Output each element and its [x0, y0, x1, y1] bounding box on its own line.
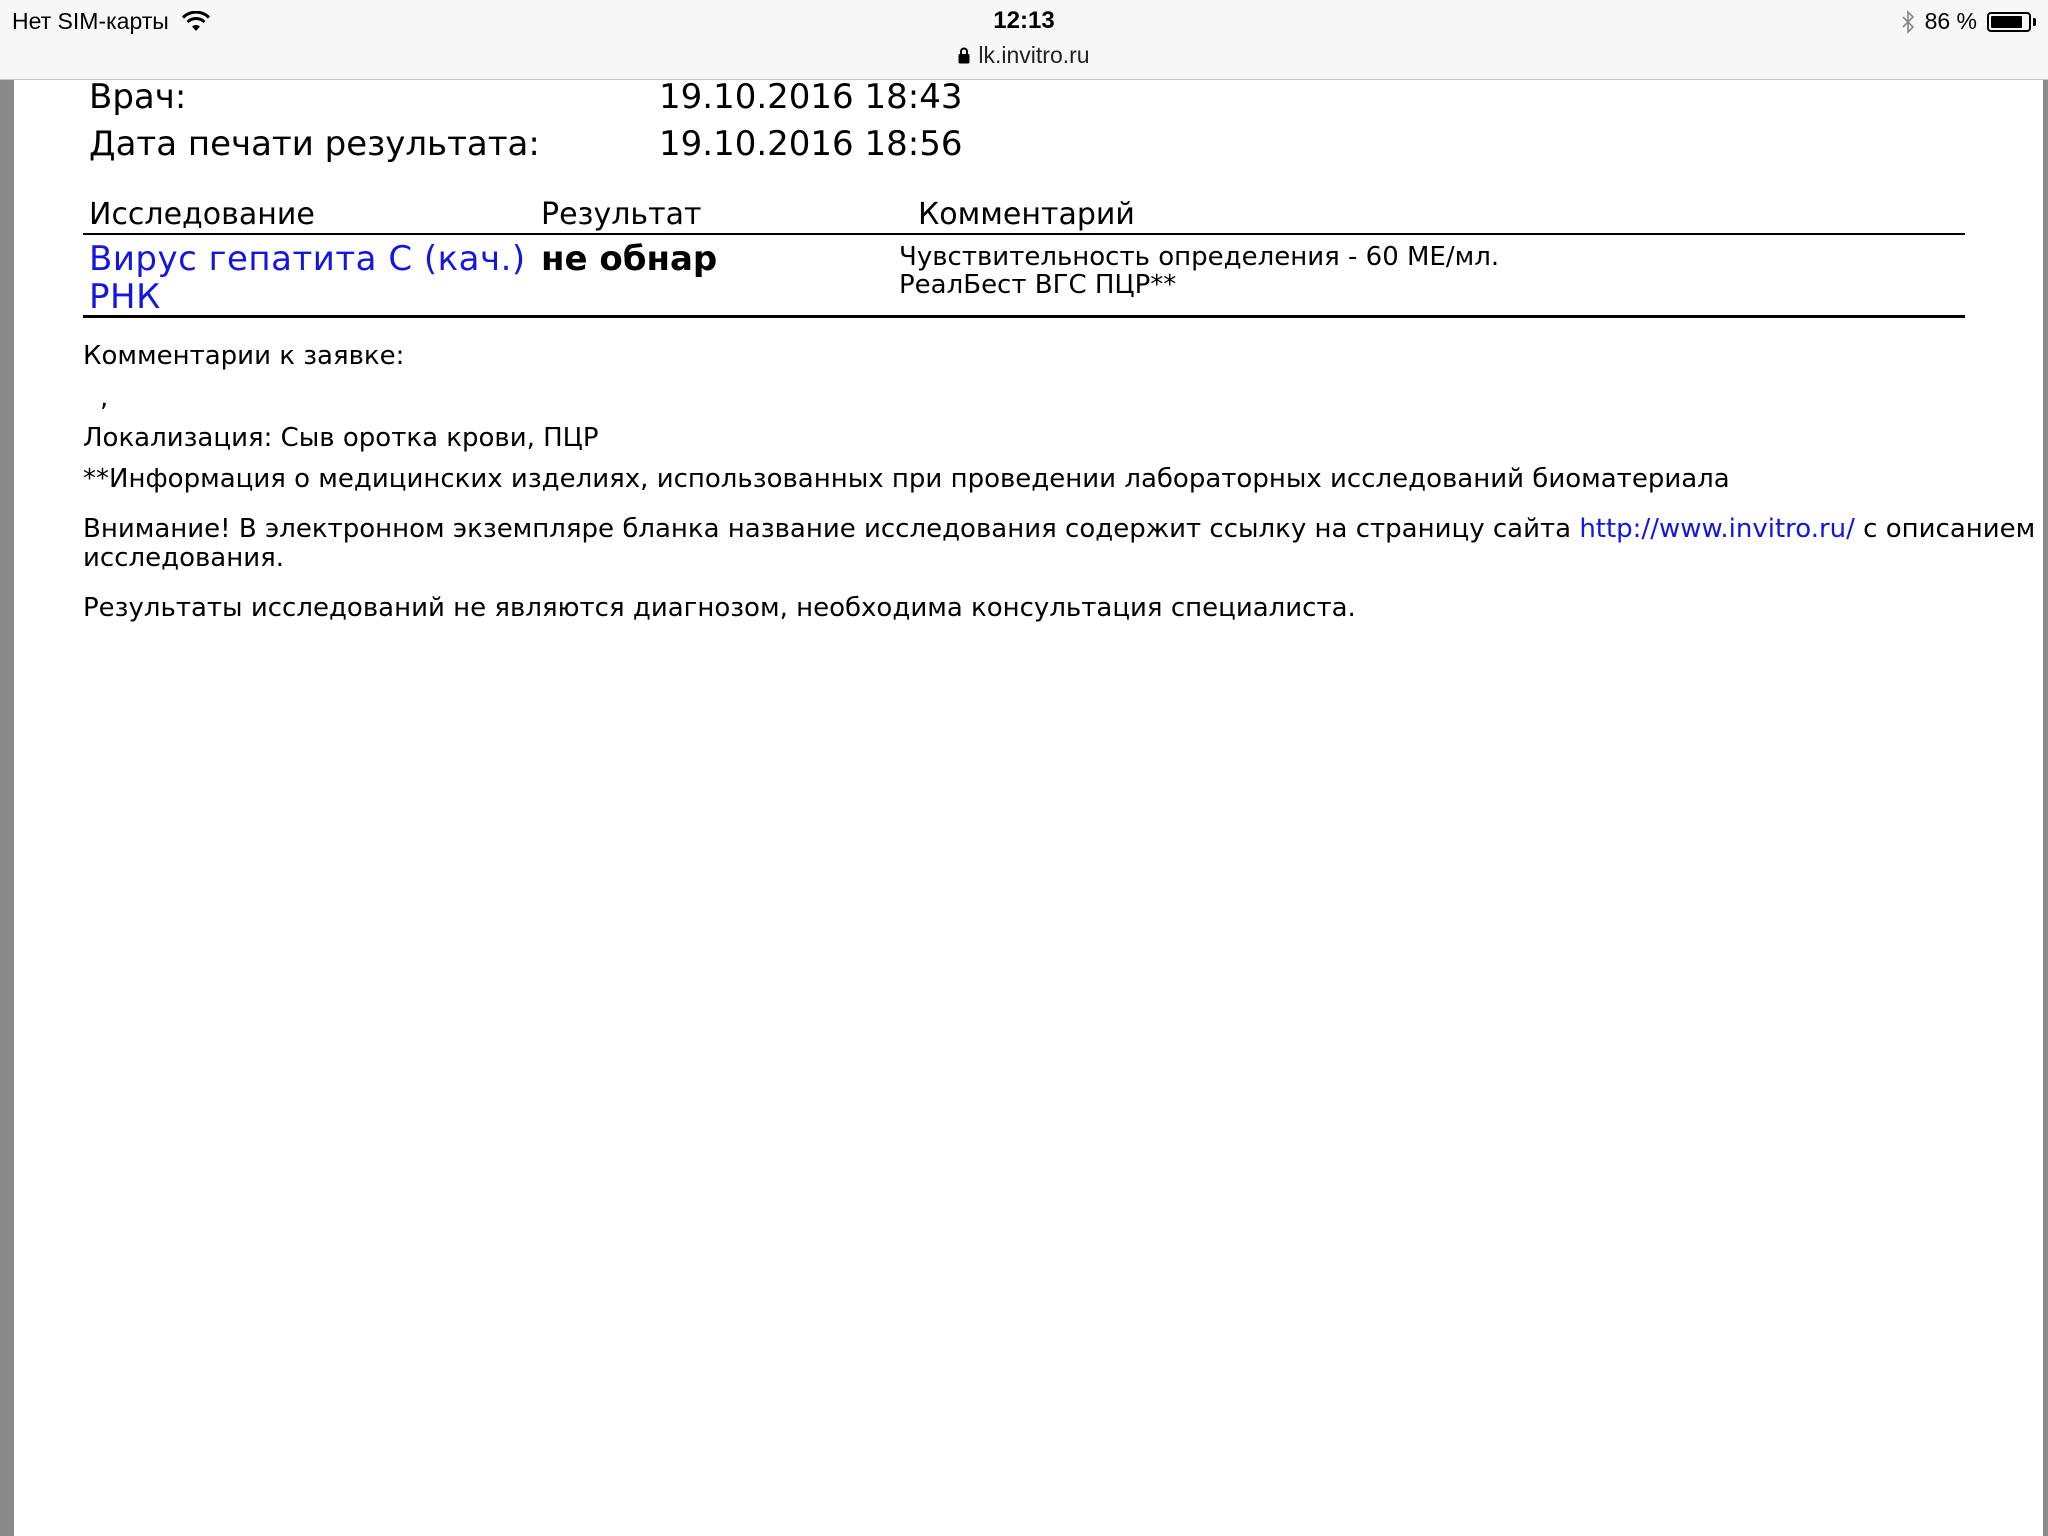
result-value: не обнар — [541, 239, 718, 279]
attention-note — [83, 514, 2035, 544]
study-link[interactable]: Вирус гепатита С (кач.) РНК — [89, 239, 526, 317]
invitro-link[interactable]: http://www.invitro.ru/ — [1579, 514, 1855, 544]
comment-line-2: РеалБест ВГС ПЦР** — [899, 270, 1177, 300]
battery-cap — [2033, 18, 2036, 26]
localization-text: Локализация: Сыв оротка крови, ПЦР — [83, 423, 599, 453]
status-time: 12:13 — [993, 7, 1055, 34]
medical-devices-note: **Информация о медицинских изделиях, использованных при проведении лабораторных исследований биоматериала — [83, 464, 1730, 494]
status-bar — [0, 0, 2048, 80]
disclaimer-text: Результаты исследований не являются диагнозом, необходима консультация специалиста. — [83, 593, 1356, 623]
result-comment — [899, 243, 1499, 299]
table-row — [83, 235, 1965, 318]
header-result: Результат — [541, 197, 702, 232]
battery-area — [1901, 8, 2036, 35]
comment-line-1: Чувствительность определения - 60 МЕ/мл. — [899, 242, 1500, 272]
print-date-label: Дата печати результата: — [89, 124, 540, 164]
header-study: Исследование — [89, 197, 315, 232]
attention-text-1: Внимание! В электронном экземпляре бланка название исследования содержит ссылку на страницу сайта — [83, 514, 1572, 544]
attention-note-line2: исследования. — [83, 543, 285, 573]
table-header — [83, 190, 1965, 235]
attention-text-2: с описанием — [1863, 514, 2036, 544]
results-table — [83, 190, 1965, 318]
lock-icon — [958, 47, 970, 64]
page-margin-left — [0, 80, 14, 1536]
url-text[interactable]: lk.invitro.ru — [978, 42, 1090, 68]
doctor-label: Врач: — [89, 77, 187, 117]
battery-fill — [1991, 16, 2022, 28]
order-comments-value: , — [100, 383, 109, 413]
header-comment: Комментарий — [918, 197, 1135, 232]
doctor-field — [89, 77, 963, 117]
page-margin-right — [2043, 80, 2048, 1536]
print-date-value: 19.10.2016 18:56 — [659, 124, 963, 164]
bluetooth-icon — [1901, 10, 1915, 34]
battery-percent: 86 % — [1924, 8, 1977, 34]
battery-icon — [1987, 12, 2031, 32]
print-date-field — [89, 124, 963, 164]
carrier-label: Нет SIM-карты — [12, 8, 169, 34]
order-comments-label: Комментарии к заявке: — [83, 341, 405, 371]
address-bar[interactable] — [0, 42, 2048, 69]
doctor-value: 19.10.2016 18:43 — [659, 77, 963, 117]
